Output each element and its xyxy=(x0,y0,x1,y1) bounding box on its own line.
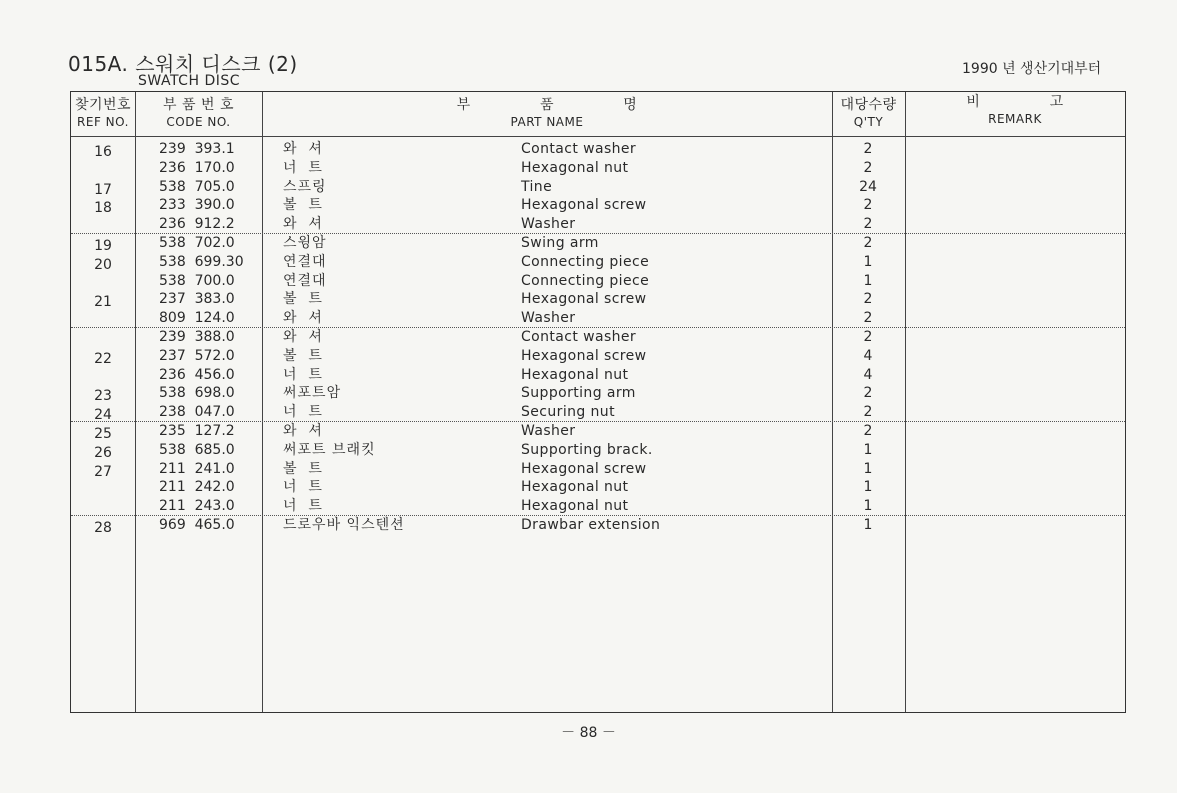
part-name-ko: 볼 트 xyxy=(283,347,323,364)
ref-no: 20 xyxy=(94,256,112,273)
part-name-ko: 너 트 xyxy=(283,404,323,421)
part-name-ko: 스윙암 xyxy=(283,235,327,251)
parts-table xyxy=(70,91,1126,713)
quantity: 1 xyxy=(863,253,873,270)
part-name-ko: 와 셔 xyxy=(283,310,323,327)
part-name-en: Securing nut xyxy=(521,404,615,421)
part-name-en: Supporting brack. xyxy=(521,441,653,458)
quantity: 2 xyxy=(863,329,873,345)
quantity: 2 xyxy=(863,404,873,421)
page-number: － 88 － xyxy=(561,725,616,741)
part-name-en: Washer xyxy=(521,216,576,233)
code-no: 211 242.0 xyxy=(159,479,235,496)
part-name-en: Washer xyxy=(521,423,576,439)
part-name-ko: 써포트 브래킷 xyxy=(283,441,376,458)
code-no: 236 912.2 xyxy=(159,216,235,233)
code-no: 233 390.0 xyxy=(159,197,235,214)
part-name-en: Hexagonal nut xyxy=(521,498,629,515)
code-no: 236 456.0 xyxy=(159,366,235,383)
ref-no: 28 xyxy=(94,520,112,536)
header-code-ko: 부 품 번 호 xyxy=(163,97,234,113)
quantity: 4 xyxy=(863,347,873,364)
part-name-en: Swing arm xyxy=(521,235,599,251)
code-no: 239 393.1 xyxy=(159,141,235,157)
part-name-ko: 와 셔 xyxy=(283,329,323,345)
header-code-en: CODE NO. xyxy=(166,115,231,129)
part-name-en: Supporting arm xyxy=(521,385,636,402)
part-name-ko: 볼 트 xyxy=(283,460,323,477)
part-name-en: Contact washer xyxy=(521,141,637,157)
col-divider xyxy=(905,92,906,712)
code-no: 238 047.0 xyxy=(159,404,235,421)
header-qty-ko: 대당수량 xyxy=(840,97,897,113)
code-no: 236 170.0 xyxy=(159,159,235,176)
header-name xyxy=(262,97,832,131)
code-no: 237 383.0 xyxy=(159,291,235,308)
ref-no: 22 xyxy=(94,350,112,367)
header-remark-en: REMARK xyxy=(988,112,1042,126)
code-no: 237 572.0 xyxy=(159,347,235,364)
ref-no: 27 xyxy=(94,463,112,480)
quantity: 2 xyxy=(863,159,873,176)
part-name-ko: 너 트 xyxy=(283,366,323,383)
code-no: 538 705.0 xyxy=(159,178,235,195)
part-name-ko: 드로우바 익스텐션 xyxy=(283,517,405,533)
part-name-ko: 너 트 xyxy=(283,159,323,176)
quantity: 1 xyxy=(863,441,873,458)
code-no: 239 388.0 xyxy=(159,329,235,345)
header-ref-ko: 찾기번호 xyxy=(74,97,132,113)
part-name-ko: 너 트 xyxy=(283,479,323,496)
part-name-en: Hexagonal screw xyxy=(521,291,647,308)
code-no: 211 241.0 xyxy=(159,460,235,477)
quantity: 1 xyxy=(863,460,873,477)
code-no: 538 685.0 xyxy=(159,441,235,458)
col-divider xyxy=(262,92,263,712)
part-name-en: Hexagonal nut xyxy=(521,159,629,176)
quantity: 1 xyxy=(863,517,873,533)
col-divider xyxy=(135,92,136,712)
part-name-en: Contact washer xyxy=(521,329,637,345)
part-name-ko: 볼 트 xyxy=(283,197,323,214)
ref-no: 17 xyxy=(94,181,112,198)
quantity: 24 xyxy=(859,178,877,195)
quantity: 4 xyxy=(863,366,873,383)
quantity: 2 xyxy=(863,216,873,233)
page-title: 015A. 스워치 디스크 (2) xyxy=(68,52,298,76)
part-name-en: Hexagonal screw xyxy=(521,460,647,477)
ref-no: 24 xyxy=(94,407,112,424)
part-name-en: Washer xyxy=(521,310,576,327)
ref-no: 26 xyxy=(94,444,112,461)
part-name-ko: 써포트암 xyxy=(283,385,342,402)
header-qty xyxy=(832,97,905,131)
part-name-en: Hexagonal screw xyxy=(521,347,647,364)
header-name-en: PART NAME xyxy=(510,115,584,129)
part-name-ko: 연결대 xyxy=(283,253,327,270)
code-no: 969 465.0 xyxy=(159,517,235,533)
quantity: 2 xyxy=(863,385,873,402)
part-name-en: Hexagonal nut xyxy=(521,479,629,496)
quantity: 1 xyxy=(863,498,873,515)
header-qty-en: Q'TY xyxy=(853,115,884,129)
code-no: 538 702.0 xyxy=(159,235,235,251)
part-name-ko: 와 셔 xyxy=(283,423,323,439)
ref-no: 21 xyxy=(94,294,112,311)
part-name-ko: 와 셔 xyxy=(283,141,323,157)
part-name-ko: 너 트 xyxy=(283,498,323,515)
quantity: 2 xyxy=(863,423,873,439)
quantity: 2 xyxy=(863,235,873,251)
part-name-ko: 연결대 xyxy=(283,272,327,289)
production-note: 1990 년 생산기대부터 xyxy=(962,61,1102,77)
ref-no: 18 xyxy=(94,200,112,217)
code-no: 809 124.0 xyxy=(159,310,235,327)
ref-no: 19 xyxy=(94,238,112,254)
code-no: 538 698.0 xyxy=(159,385,235,402)
ref-no: 25 xyxy=(94,426,112,442)
header-code xyxy=(135,97,262,131)
part-name-ko: 스프링 xyxy=(283,178,327,195)
header-remark xyxy=(905,94,1125,128)
page-subtitle: SWATCH DISC xyxy=(138,73,241,89)
part-name-ko: 볼 트 xyxy=(283,291,323,308)
quantity: 2 xyxy=(863,291,873,308)
part-name-en: Connecting piece xyxy=(521,253,650,270)
part-name-en: Drawbar extension xyxy=(521,517,661,533)
part-name-en: Hexagonal nut xyxy=(521,366,629,383)
header-name-ko: 부 품 명 xyxy=(456,97,638,113)
part-name-en: Hexagonal screw xyxy=(521,197,647,214)
ref-no: 23 xyxy=(94,388,112,405)
code-no: 211 243.0 xyxy=(159,498,235,515)
quantity: 1 xyxy=(863,272,873,289)
ref-no: 16 xyxy=(94,144,112,160)
code-no: 538 699.30 xyxy=(159,253,244,270)
code-no: 538 700.0 xyxy=(159,272,235,289)
header-divider xyxy=(71,136,1125,137)
code-no: 235 127.2 xyxy=(159,423,235,439)
quantity: 1 xyxy=(863,479,873,496)
quantity: 2 xyxy=(863,310,873,327)
quantity: 2 xyxy=(863,141,873,157)
part-name-en: Connecting piece xyxy=(521,272,650,289)
header-ref-en: REF NO. xyxy=(77,115,129,129)
part-name-ko: 와 셔 xyxy=(283,216,323,233)
header-remark-ko: 비 고 xyxy=(966,94,1064,110)
part-name-en: Tine xyxy=(521,178,553,195)
quantity: 2 xyxy=(863,197,873,214)
header-ref xyxy=(71,97,135,131)
